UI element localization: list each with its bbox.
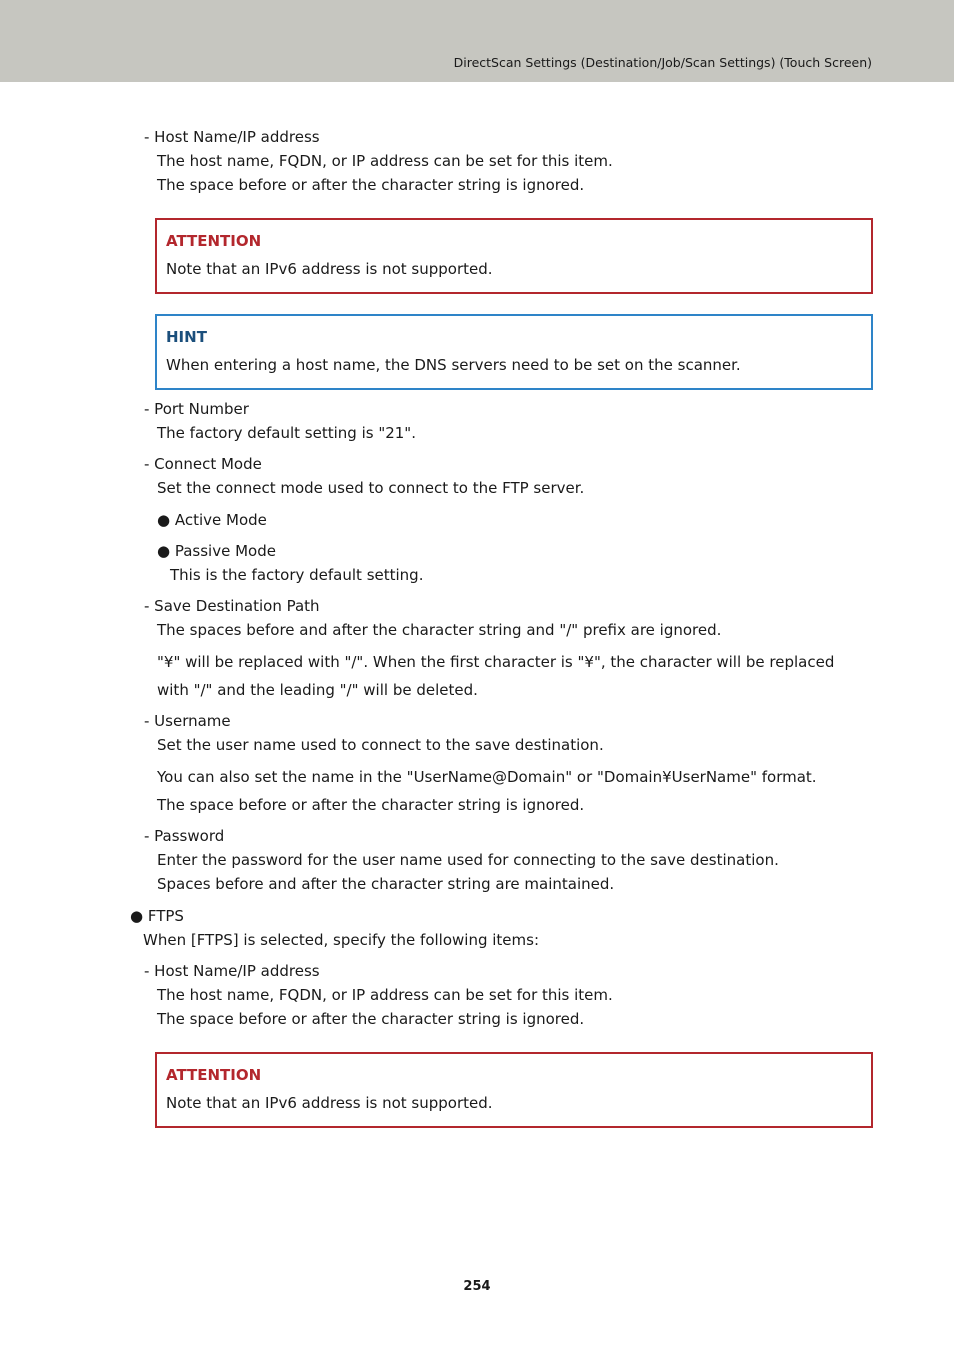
port-item: - Port Number: [144, 400, 249, 418]
ftps-desc: When [FTPS] is selected, specify the following items:: [143, 931, 539, 949]
header-title: DirectScan Settings (Destination/Job/Scan Settings) (Touch Screen): [453, 55, 872, 70]
save-path-desc-1: The spaces before and after the character string and "/" prefix are ignored.: [157, 621, 722, 639]
page-header: [0, 0, 954, 82]
hostname-item: - Host Name/IP address: [144, 128, 320, 146]
attention-title: ATTENTION: [166, 1066, 262, 1084]
passive-mode-item: ● Passive Mode: [157, 542, 276, 560]
attention-body: Note that an IPv6 address is not supported.: [166, 1094, 493, 1112]
save-path-item: - Save Destination Path: [144, 597, 320, 615]
ftps-hostname-item: - Host Name/IP address: [144, 962, 320, 980]
password-desc-2: Spaces before and after the character string are maintained.: [157, 875, 615, 893]
attention-body: Note that an IPv6 address is not supported.: [166, 260, 493, 278]
attention-box: [155, 218, 873, 294]
passive-mode-desc: This is the factory default setting.: [170, 566, 424, 584]
connect-mode-desc: Set the connect mode used to connect to the FTP server.: [157, 479, 585, 497]
page-number: 254: [463, 1279, 491, 1294]
hostname-desc-1: The host name, FQDN, or IP address can be set for this item.: [157, 152, 613, 170]
password-item: - Password: [144, 827, 225, 845]
connect-mode-item: - Connect Mode: [144, 455, 262, 473]
username-item: - Username: [144, 712, 231, 730]
ftps-item: ● FTPS: [130, 907, 184, 925]
save-path-desc-2: "¥" will be replaced with "/". When the first character is "¥", the character will be replaced: [157, 653, 835, 671]
active-mode-item: ● Active Mode: [157, 511, 267, 529]
username-desc-1: Set the user name used to connect to the save destination.: [157, 736, 604, 754]
attention-box-ftps: [155, 1052, 873, 1128]
username-desc-2: You can also set the name in the "UserName@Domain" or "Domain¥UserName" format.: [157, 768, 817, 786]
hint-title: HINT: [166, 328, 207, 346]
hint-box: [155, 314, 873, 390]
ftps-hostname-desc-2: The space before or after the character string is ignored.: [157, 1010, 585, 1028]
hint-body: When entering a host name, the DNS servers need to be set on the scanner.: [166, 356, 741, 374]
username-desc-3: The space before or after the character string is ignored.: [157, 796, 585, 814]
save-path-desc-3: with "/" and the leading "/" will be deleted.: [157, 681, 478, 699]
hostname-desc-2: The space before or after the character string is ignored.: [157, 176, 585, 194]
password-desc-1: Enter the password for the user name used for connecting to the save destination.: [157, 851, 779, 869]
ftps-hostname-desc-1: The host name, FQDN, or IP address can be set for this item.: [157, 986, 613, 1004]
attention-title: ATTENTION: [166, 232, 262, 250]
port-desc: The factory default setting is "21".: [157, 424, 416, 442]
